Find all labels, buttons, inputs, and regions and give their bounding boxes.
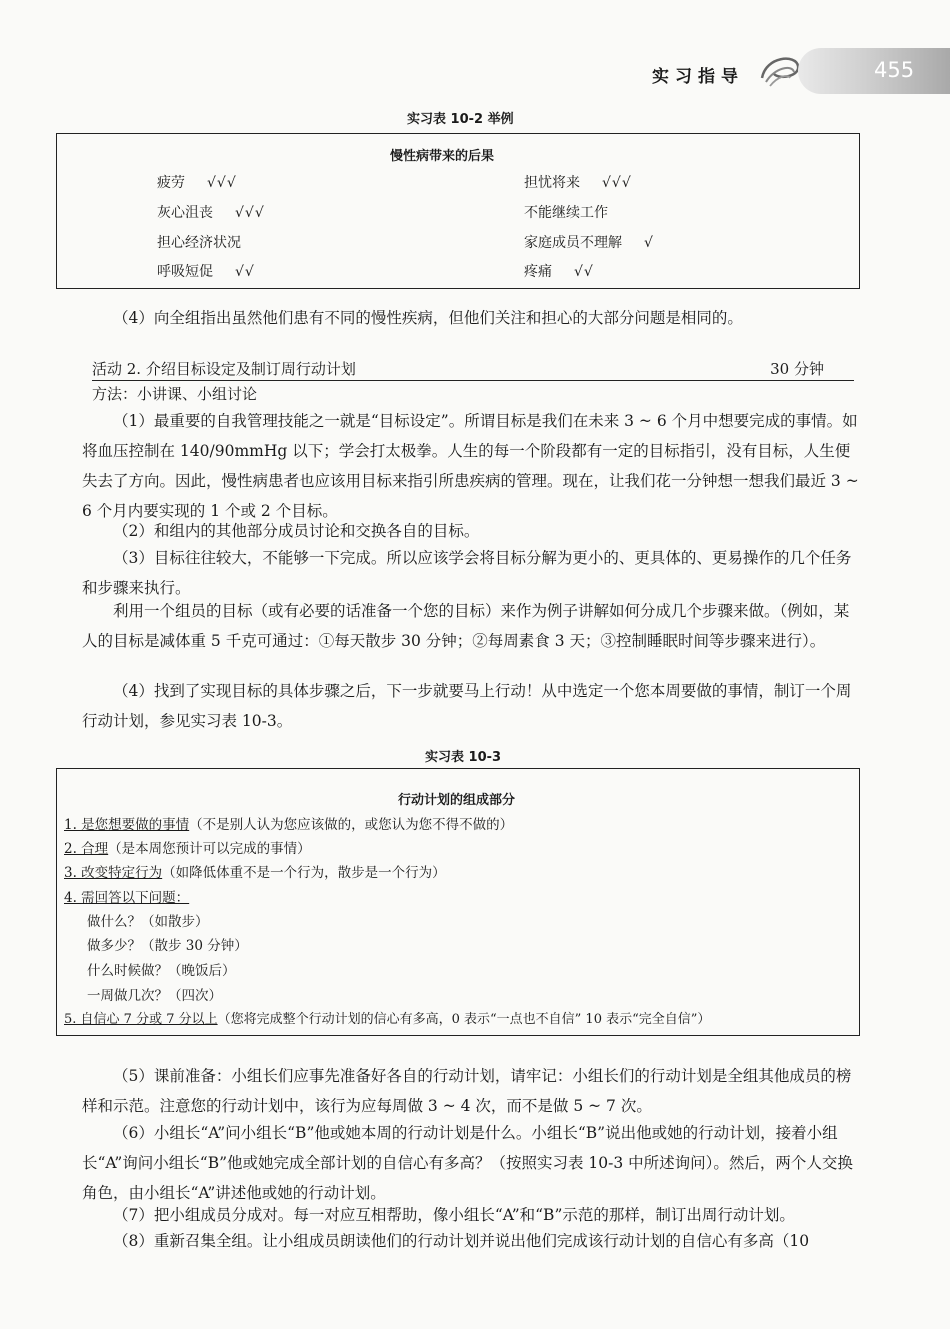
plan-item — [64, 886, 189, 906]
activity-title: 活动 2. 介绍目标设定及制订周行动计划 — [92, 360, 356, 378]
table-10-2-caption: 实习表 10-2 举例 — [407, 112, 514, 127]
table-10-2-title: 慢性病带来的后果 — [390, 149, 495, 164]
plan-item-note: （不是别人认为您应该做的，或您认为您不得不做的） — [189, 817, 514, 833]
table-row — [524, 172, 632, 192]
consequence-label: 担心经济状况 — [157, 235, 241, 251]
consequence-label: 疲劳 — [157, 175, 185, 191]
activity-duration: 30 分钟 — [770, 360, 824, 378]
consequence-label: 呼吸短促 — [157, 264, 213, 280]
plan-item — [64, 861, 446, 881]
table-row — [157, 172, 237, 192]
paragraph: （5）课前准备：小组长们应事先准备好各自的行动计划，请牢记：小组长们的行动计划是全组其他成员的榜样和示范。注意您的行动计划中，该行为应每周做 3 ~ 4 次，而不是做 5 ~ 7 次。 — [82, 1067, 852, 1115]
check-marks: √√√ — [207, 175, 237, 191]
table-10-3-caption: 实习表 10-3 — [425, 750, 502, 765]
paragraph: （3）目标往往较大，不能够一下完成。所以应该学会将目标分解为更小的、更具体的、更易操作的几个任务和步骤来执行。 — [82, 549, 852, 597]
plan-item — [64, 837, 311, 857]
consequence-label: 家庭成员不理解 — [524, 235, 622, 251]
consequence-label: 疼痛 — [524, 264, 552, 280]
plan-item — [64, 1008, 710, 1027]
paragraph: 利用一个组员的目标（或有必要的话准备一个您的目标）来作为例子讲解如何分成几个步骤来做。（例如，某人的目标是减体重 5 千克可通过：①每天散步 30 分钟；②每周素食 3 天；③控制睡眠时间等步骤来进行）。 — [82, 602, 850, 650]
plan-question: 做什么？（如散步） — [87, 914, 209, 930]
table-row — [524, 202, 630, 222]
plan-item-key: 1. 是您想要做的事情 — [64, 817, 190, 833]
activity-method: 方法：小讲课、小组讨论 — [92, 385, 258, 403]
section-header-title: 实习指导 — [652, 67, 744, 87]
swirl-logo-icon — [756, 50, 804, 90]
check-marks: √√√ — [602, 175, 632, 191]
plan-item-key: 2. 合理 — [64, 841, 109, 857]
table-10-2-box — [56, 133, 860, 289]
plan-question: 做多少？（散步 30 分钟） — [87, 938, 248, 954]
table-10-3-title: 行动计划的组成部分 — [398, 793, 516, 808]
paragraph: （1）最重要的自我管理技能之一就是“目标设定”。所谓目标是我们在未来 3 ~ 6 个月中想要完成的事情。如将血压控制在 140/90mmHg 以下；学会打太极拳。人生的每一个阶段都有一定的目标指引，没有目标，人生便失去了方向。因此，慢性病患者也应该用目标来指引所患疾病的管理。现在，让我们花一分钟想一想我们最近 3 ~ 6 个月内要实现的 1 个或 2 个目标。 — [82, 412, 859, 520]
check-marks: √√ — [235, 264, 255, 280]
table-row — [157, 232, 263, 252]
check-marks: √ — [644, 235, 654, 251]
plan-item-note: （如降低体重不是一个行为，散步是一个行为） — [162, 865, 446, 881]
table-row — [524, 232, 654, 252]
activity-heading — [92, 358, 854, 381]
page-number: 455 — [874, 58, 915, 82]
check-marks: √√ — [574, 264, 594, 280]
plan-item-key: 4. 需回答以下问题： — [64, 890, 190, 906]
plan-item — [64, 813, 513, 833]
plan-item-key: 3. 改变特定行为 — [64, 865, 163, 881]
table-row — [157, 202, 265, 222]
plan-question: 什么时候做？（晚饭后） — [87, 963, 236, 979]
paragraph: （7）把小组成员分成对。每一对应互相帮助，像小组长“A”和“B”示范的那样，制订出周行动计划。 — [113, 1206, 795, 1224]
consequence-label: 不能继续工作 — [524, 205, 608, 221]
consequence-label: 灰心沮丧 — [157, 205, 213, 221]
paragraph: （8）重新召集全组。让小组成员朗读他们的行动计划并说出他们完成该行动计划的自信心有多高（10 — [113, 1232, 810, 1250]
paragraph: （2）和组内的其他部分成员讨论和交换各自的目标。 — [113, 522, 480, 540]
plan-item-key: 5. 自信心 7 分或 7 分以上 — [64, 1012, 218, 1027]
plan-item-note: （是本周您预计可以完成的事情） — [108, 841, 311, 857]
plan-question: 一周做几次？（四次） — [87, 988, 222, 1004]
table-row — [157, 261, 255, 281]
plan-item-note: （您将完成整个行动计划的信心有多高，0 表示“一点也不自信” 10 表示“完全自信”） — [217, 1012, 711, 1027]
consequence-label: 担忧将来 — [524, 175, 580, 191]
paragraph: （4）找到了实现目标的具体步骤之后，下一步就要马上行动！从中选定一个您本周要做的事情，制订一个周行动计划，参见实习表 10-3。 — [82, 682, 852, 730]
paragraph: （4）向全组指出虽然他们患有不同的慢性疾病，但他们关注和担心的大部分问题是相同的。 — [113, 309, 743, 327]
check-marks: √√√ — [235, 205, 265, 221]
table-row — [524, 261, 594, 281]
paragraph: （6）小组长“A”问小组长“B”他或她本周的行动计划是什么。小组长“B”说出他或她的行动计划，接着小组长“A”询问小组长“B”他或她完成全部计划的自信心有多高？（按照实习表 10-3 中所述询问）。然后，两个人交换角色，由小组长“A”讲述他或她的行动计划。 — [82, 1124, 853, 1202]
